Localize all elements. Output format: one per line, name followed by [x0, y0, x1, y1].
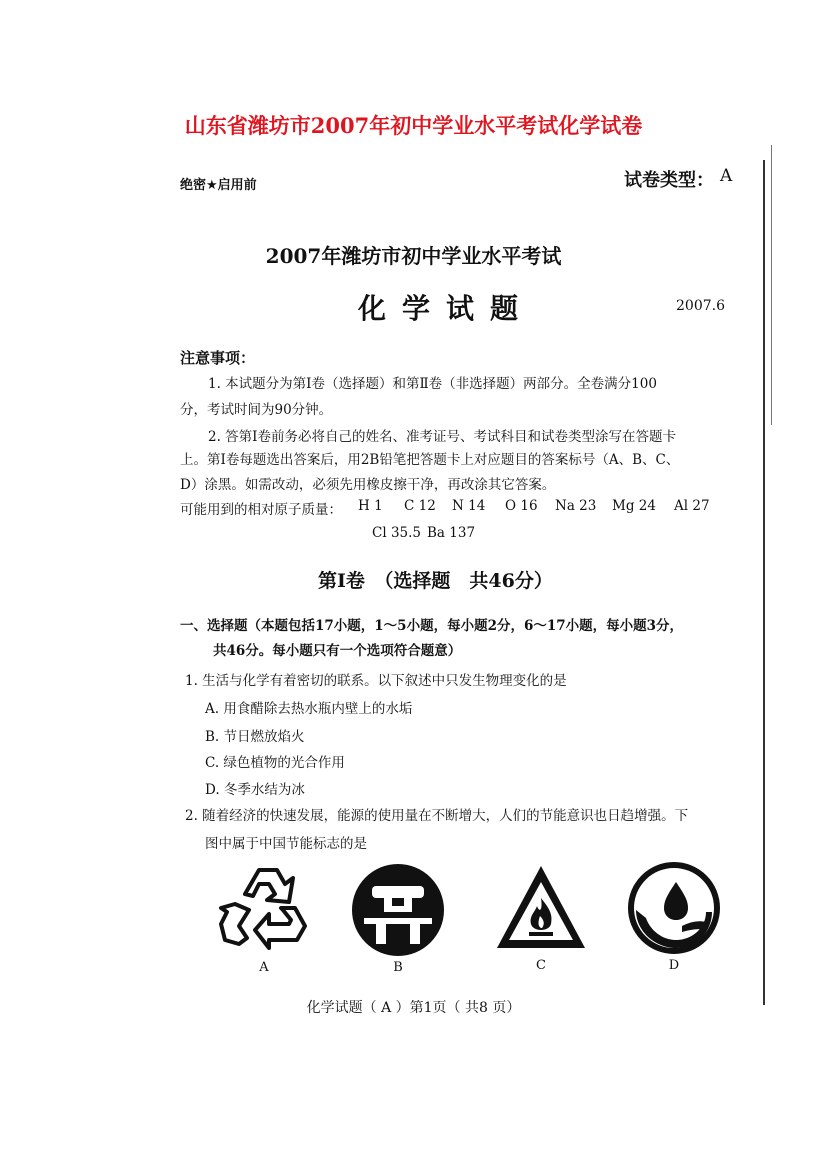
recycle-icon [215, 860, 315, 952]
question-1-option-c: C. 绿色植物的光合作用 [205, 755, 345, 771]
question-2-option-a-label: A [259, 960, 269, 975]
flammable-warning-icon [493, 862, 589, 952]
part-title: 第Ⅰ卷 （选择题 共46分） [318, 570, 553, 592]
atomic-mass-mg: Mg 24 [612, 498, 656, 514]
question-2-stem-line-2: 图中属于中国节能标志的是 [205, 836, 367, 852]
exam-name: 2007年潍坊市初中学业水平考试 [265, 244, 562, 268]
paper-type-label: 试卷类型： [624, 170, 714, 191]
document-title: 山东省潍坊市2007年初中学业水平考试化学试卷 [184, 113, 643, 138]
atomic-mass-ba: Ba 137 [427, 525, 476, 541]
exam-date: 2007.6 [676, 298, 725, 314]
atomic-mass-c: C 12 [404, 498, 436, 514]
confidential-label: 绝密★启用前 [180, 178, 257, 193]
section-heading-line-1: 一、选择题（本题包括17小题，1～5小题，每小题2分，6～17小题，每小题3分， [180, 618, 684, 634]
question-1-option-d: D. 冬季水结为冰 [205, 782, 305, 798]
question-1-stem: 1. 生活与化学有着密切的联系。以下叙述中只发生物理变化的是 [185, 673, 567, 689]
atomic-masses-label: 可能用到的相对原子质量： [180, 502, 342, 518]
note-item-2-line-2: 上。第Ⅰ卷每题选出答案后，用2B铅笔把答题卡上对应题目的答案标号（A、B、C、 [180, 452, 680, 468]
question-1-option-a: A. 用食醋除去热水瓶内壁上的水垢 [205, 701, 413, 717]
energy-saving-icon [350, 862, 446, 958]
question-2-option-b-label: B [393, 960, 403, 975]
question-2-stem-line-1: 2. 随着经济的快速发展，能源的使用量在不断增大，人们的节能意识也日趋增强。下 [185, 808, 689, 824]
note-item-1-line-2: 分，考试时间为90分钟。 [180, 402, 333, 418]
scan-edge-line-secondary [771, 145, 772, 425]
water-saving-icon [626, 860, 722, 956]
scan-edge-line [763, 160, 765, 1005]
atomic-mass-o: O 16 [505, 498, 538, 514]
atomic-mass-na: Na 23 [555, 498, 597, 514]
note-item-2-line-3: D）涂黑。如需改动，必须先用橡皮擦干净，再改涂其它答案。 [180, 477, 556, 493]
note-item-2-line-1: 2. 答第Ⅰ卷前务必将自己的姓名、准考证号、考试科目和试卷类型涂写在答题卡 [208, 429, 677, 445]
notes-heading: 注意事项： [180, 349, 256, 367]
question-1-option-b: B. 节日燃放焰火 [205, 729, 305, 745]
question-2-option-d-label: D [668, 958, 680, 973]
atomic-mass-cl: Cl 35.5 [372, 525, 421, 541]
paper-type-value: A [720, 166, 733, 186]
note-item-1-line-1: 1. 本试题分为第Ⅰ卷（选择题）和第Ⅱ卷（非选择题）两部分。全卷满分100 [208, 376, 657, 392]
atomic-mass-h: H 1 [358, 498, 383, 514]
atomic-mass-al: Al 27 [674, 498, 710, 514]
atomic-mass-n: N 14 [452, 498, 486, 514]
page-footer: 化学试题（ A ）第1页（ 共8 页） [306, 1000, 521, 1016]
subject-title: 化学试题 [358, 292, 535, 325]
question-2-option-c-label: C [536, 958, 546, 973]
section-heading-line-2: 共46分。每小题只有一个选项符合题意） [213, 643, 462, 659]
